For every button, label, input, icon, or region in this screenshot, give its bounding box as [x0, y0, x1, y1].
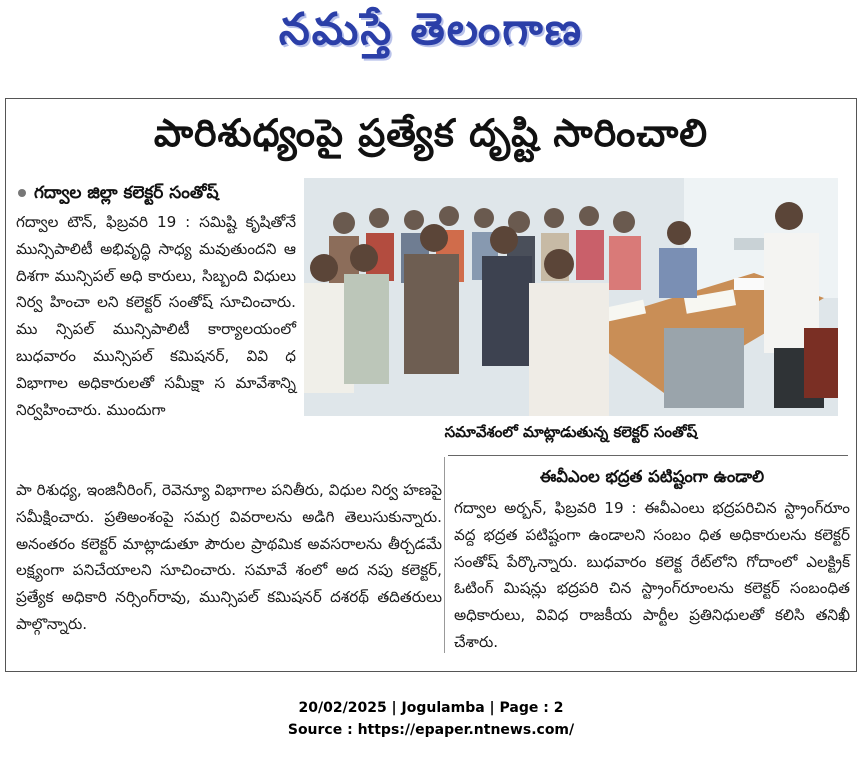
section-divider [448, 455, 848, 456]
subhead-text: గద్వాల జిల్లా కలెక్టర్ సంతోష్ [34, 183, 219, 203]
article2-headline: ఈవీఎంల భద్రత పటిష్టంగా ఉండాలి [539, 467, 765, 486]
article-subhead [18, 183, 219, 207]
article-headline: పారిశుధ్యంపై ప్రత్యేక దృష్టి సారించాలి [153, 111, 709, 155]
newspaper-logo: నమస్తే తెలంగాణ [278, 4, 584, 55]
meeting-photo-image [304, 178, 838, 416]
article-body-top: గద్వాల టౌన్, ఫిబ్రవరి 19 : సమిష్టి కృషితోనే మున్సిపాలిటీ అభివృద్ధి సాధ్య మవుతుందని ఆ దిశగా మున్సిపల్ అధి కారులు, సిబ్బంది విధులు నిర్వ హించా లని కలెక్టర్ సంతోష్ సూచించారు. ము న్సిపల్ మున్సిపాలిటీ కార్యాలయంలో బుధవారం మున్సిపల్ కమిషనర్, వివి ధ విభాగాల అధికారులతో సమీక్షా స మావేశాన్ని నిర్వహించారు. ముందుగా [16, 213, 296, 419]
article-photo [304, 178, 838, 416]
footer-date-edition: 20/02/2025 | Jogulamba | Page : 2 [298, 700, 564, 716]
column-divider [444, 457, 445, 653]
photo-caption: సమావేశంలో మాట్లాడుతున్న కలెక్టర్ సంతోష్ [444, 423, 698, 441]
masthead [0, 0, 862, 70]
article-body-bottom: పా రిశుధ్య, ఇంజినీరింగ్, రెవెన్యూ విభాగాల పనితీరు, విధుల నిర్వ హణపై సమీక్షించారు. ప్రతిఅంశంపై సమగ్ర వివరాలను అడిగి తెలుసుకున్నారు. అనంతరం కలెక్టర్ మాట్లాడుతూ పౌరుల ప్రాథమిక అవసరాలను తీర్చడమే లక్ష్యంగా పనిచేయాలని సూచించారు. సమావే శంలో అద నపు కలెక్టర్, ప్రత్యేక అధికారి నర్సింగ్‌రావు, మున్సిపల్ కమిషనర్ దశరథ్ తదితరులు పాల్గొన్నారు. [16, 481, 442, 633]
bullet-icon [18, 189, 26, 197]
article2-body: గద్వాల అర్బన్, ఫిబ్రవరి 19 : ఈవీఎంలు భద్రపరిచిన స్ట్రాంగ్‌రూం వద్ద భద్రత పటిష్టంగా ఉండాలని సంబం ధిత అధికారులను కలెక్టర్ సంతోష్ పేర్కొన్నారు. బుధవారం కలెక్ట రేట్‌లోని గోదాంలో ఎలక్ట్రిక్ ఓటింగ్ మిషన్లు భద్రపరి చిన స్ట్రాంగ్‌రూంలను కలెక్టర్ సంబంధిత అధికారులు, వివిధ రాజకీయ పార్టీల ప్రతినిధులతో కలిసి తనిఖీ చేశారు. [454, 499, 850, 651]
news-clipping [5, 98, 857, 672]
footer-source: Source : https://epaper.ntnews.com/ [287, 722, 575, 738]
